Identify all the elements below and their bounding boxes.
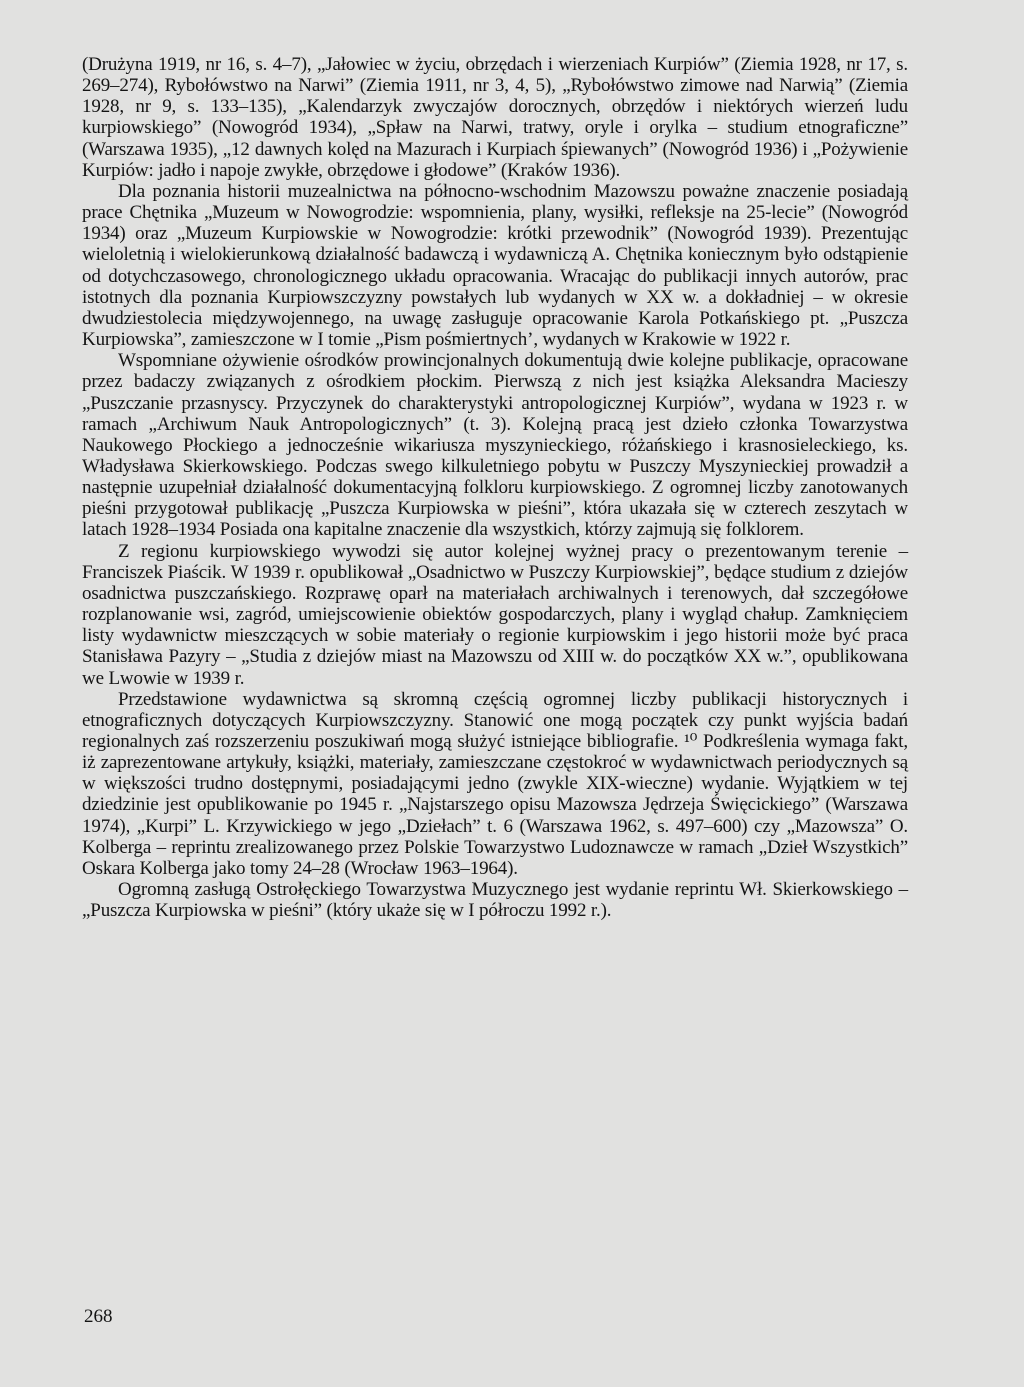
paragraph-2: Dla poznania historii muzealnictwa na północno-wschodnim Mazowszu poważne znaczenie posiadają prace Chętnika „Muzeum w Nowogrodzie: wspomnienia, plany, wysiłki, refleksje na 25-lecie” (Nowogród 1934) oraz „Muzeum Kurpiowskie w Nowogrodzie: krótki przewodnik” (Nowogród 1939). Prezentując wieloletnią i wielokierunkową działalność badawczą i wydawniczą A. Chętnika koniecznym było odstąpienie od dotychczasowego, chronologicznego układu opracowania. Wracając do publikacji innych autorów, prac istotnych dla poznania Kurpiowszczyzny powstałych lub wydanych w XX w. a dokładniej – w okresie dwudziestolecia międzywojennego, na uwagę zasługuje opracowanie Karola Potkańskiego pt. „Puszcza Kurpiowska”, zamieszczone w I tomie „Pism pośmiertnych’, wydanych w Krakowie w 1922 r. xyxy=(82,180,908,351)
paragraph-4: Z regionu kurpiowskiego wywodzi się autor kolejnej wyżnej pracy o prezentowanym terenie – Franciszek Piaścik. W 1939 r. opublikował „Osadnictwo w Puszczy Kurpiowskiej”, będące studium z dziejów osadnictwa puszczańskiego. Rozprawę oparł na materiałach archiwalnych i terenowych, dał szczegółowe rozplanowanie wsi, zagród, umiejscowienie obiektów gospodarczych, plany i wygląd chałup. Zamknięciem listy wydawnictw mieszczących w sobie materiały o regionie kurpiowskim i jego historii może być praca Stanisława Pazyry – „Studia z dziejów miast na Mazowszu od XIII w. do początków XX w.”, opublikowana we Lwowie w 1939 r. xyxy=(82,540,908,689)
paragraph-1: (Drużyna 1919, nr 16, s. 4–7), „Jałowiec w życiu, obrzędach i wierzeniach Kurpiów” (Ziemia 1928, nr 17, s. 269–274), Rybołówstwo na Narwi” (Ziemia 1911, nr 3, 4, 5), „Rybołówstwo zimowe nad Narwią” (Ziemia 1928, nr 9, s. 133–135), „Kalendarzyk zwyczajów dorocznych, obrzędów i niektórych wierzeń ludu kurpiowskiego” (Nowogród 1934), „Spław na Narwi, tratwy, oryle i orylka – studium etnograficzne” (Warszawa 1935), „12 dawnych kolęd na Mazurach i Kurpiach śpiewanych” (Nowogród 1936) i „Pożywienie Kurpiów: jadło i napoje zwykłe, obrzędowe i głodowe” (Kraków 1936). xyxy=(82,54,908,181)
paragraph-6: Ogromną zasługą Ostrołęckiego Towarzystwa Muzycznego jest wydanie reprintu Wł. Skierkowskiego – „Puszcza Kurpiowska w pieśni” (który ukaże się w I półroczu 1992 r.). xyxy=(82,879,908,922)
paragraph-5: Przedstawione wydawnictwa są skromną częścią ogromnej liczby publikacji historycznych i etnograficznych dotyczących Kurpiowszczyzny. Stanowić one mogą początek czy punkt wyjścia badań regionalnych zaś rozszerzeniu poszukiwań mogą służyć istniejące bibliografie. ¹⁰ Podkreślenia wymaga fakt, iż zaprezentowane artykuły, książki, materiały, zamieszczane częstokroć w wydawnictwach periodycznych są w większości trudno dostępnymi, posiadającymi jedno (zwykle XIX-wieczne) wydanie. Wyjątkiem w tej dziedzinie jest opublikowanie po 1945 r. „Najstarszego opisu Mazowsza Jędrzeja Święcickiego” (Warszawa 1974), „Kurpi” L. Krzywickiego w jego „Dziełach” t. 6 (Warszawa 1962, s. 497–600) czy „Mazowsza” O. Kolberga – reprintu zrealizowanego przez Polskie Towarzystwo Ludoznawcze w ramach „Dzieł Wszystkich” Oskara Kolberga jako tomy 24–28 (Wrocław 1963–1964). xyxy=(82,688,908,879)
paragraph-3: Wspomniane ożywienie ośrodków prowincjonalnych dokumentują dwie kolejne publikacje, opracowane przez badaczy związanych z ośrodkiem płockim. Pierwszą z nich jest książka Aleksandra Macieszy „Puszczanie przasnyscy. Przyczynek do charakterystyki antropologicznej Kurpiów”, wydana w 1923 r. w ramach „Archiwum Nauk Antropologicznych” (t. 3). Kolejną pracą jest dzieło członka Towarzystwa Naukowego Płockiego a jednocześnie wikariusza myszynieckiego, różańskiego i krasnosieleckiego, ks. Władysława Skierkowskiego. Podczas swego kilkuletniego pobytu w Puszczy Myszynieckiej prowadził a następnie uzupełniał działalność dokumentacyjną folkloru kurpiowskiego. Z ogromnej liczby zanotowanych pieśni przygotował publikację „Puszcza Kurpiowska w pieśni”, która ukazała się w czterech zeszytach w latach 1928–1934 Posiada ona kapitalne znaczenie dla wszystkich, którzy zajmują się folklorem. xyxy=(82,350,908,541)
page-number: 268 xyxy=(84,1306,113,1327)
body-text xyxy=(82,54,908,921)
